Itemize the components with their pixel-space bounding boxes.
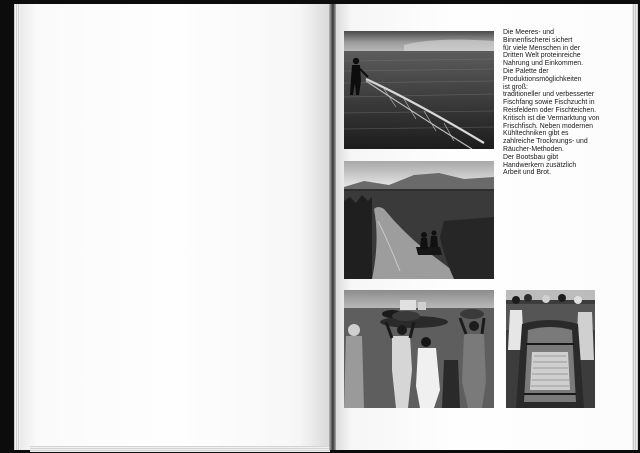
caption-line: Frischfisch. Neben modernen — [503, 122, 594, 130]
caption-line: Die Meeres- und — [503, 29, 554, 36]
caption-line: Dritten Welt proteinreiche — [503, 52, 581, 60]
photo-fisherman-with-net — [344, 31, 494, 149]
caption-line: Nahrung und Einkommen. — [503, 60, 584, 68]
caption-line: Kühltechniken gibt es — [503, 130, 569, 138]
left-page-blank — [18, 4, 330, 450]
photo-fish-porters-on-beach — [344, 290, 494, 408]
caption-line: Fischfang sowie Fischzucht in — [503, 99, 595, 107]
caption-line: Produktionsmöglichkeiten — [503, 75, 582, 83]
caption-line: Handwerkern zusätzlich — [503, 161, 577, 169]
photo-boat-with-catch — [506, 290, 595, 408]
photo-boat-in-reed-canal — [344, 161, 494, 279]
caption-line: Arbeit und Brot. — [503, 169, 551, 177]
caption-line: Die Palette der — [503, 67, 549, 75]
caption-line: Binnenfischerei sichert — [503, 36, 573, 44]
caption-line: Der Bootsbau gibt — [503, 153, 559, 161]
caption-line: Räucher-Methoden. — [503, 145, 564, 153]
caption-line: zahlreiche Trocknungs- und — [503, 138, 588, 146]
right-page — [336, 4, 634, 450]
caption-line: ist groß: — [503, 83, 528, 91]
caption-line: Kritisch ist die Vermarktung von — [503, 114, 600, 122]
caption-line: Reisfeldern oder Fischteichen. — [503, 106, 597, 114]
caption-line: für viele Menschen in der — [503, 44, 580, 52]
photo-caption-text — [503, 29, 623, 177]
caption-line: traditioneller und verbesserter — [503, 91, 595, 99]
